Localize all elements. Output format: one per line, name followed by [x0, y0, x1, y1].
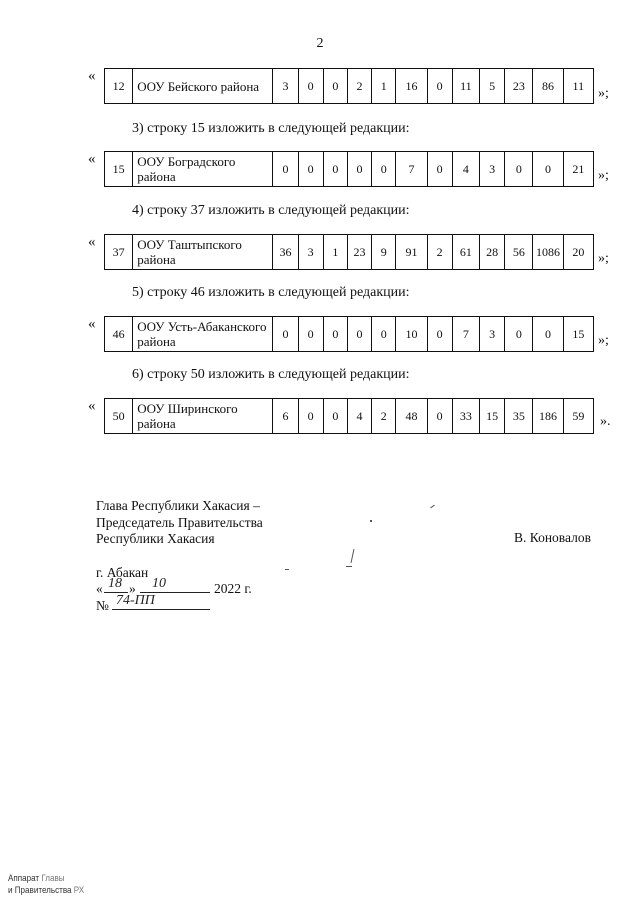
signatory-name: В. Коновалов [514, 530, 591, 545]
value-cell: 0 [505, 152, 533, 187]
org-name-cell: ООУ Боградского района [133, 152, 273, 187]
value-cell: 0 [273, 152, 298, 187]
row-number-cell: 15 [105, 152, 133, 187]
value-cell: 0 [273, 317, 298, 352]
number-line [112, 609, 210, 610]
value-cell: 3 [480, 317, 505, 352]
signature-mark [430, 505, 435, 509]
quote-close: »; [598, 168, 609, 183]
value-cell: 2 [427, 235, 452, 270]
value-cell: 0 [323, 399, 347, 434]
row-number-cell: 50 [105, 399, 133, 434]
org-name-cell: ООУ Таштыпского района [133, 235, 273, 270]
value-cell: 28 [480, 235, 505, 270]
row-number-cell: 12 [105, 69, 133, 104]
signatory-title-line2: Председатель Правительства [96, 515, 263, 530]
amendment-instruction: 6) строку 50 изложить в следующей редакции: [132, 367, 410, 382]
table-row [104, 234, 594, 270]
value-cell: 2 [347, 69, 371, 104]
signature-mark [370, 520, 372, 522]
value-cell: 15 [563, 317, 593, 352]
value-cell: 0 [505, 317, 533, 352]
value-cell: 15 [480, 399, 505, 434]
value-cell: 59 [563, 399, 593, 434]
place: г. Абакан [96, 565, 149, 580]
value-cell: 33 [452, 399, 479, 434]
value-cell: 16 [396, 69, 427, 104]
value-cell: 9 [372, 235, 396, 270]
value-cell: 1 [323, 235, 347, 270]
number-label: № [96, 598, 109, 613]
value-cell: 0 [427, 69, 452, 104]
stamp-text: и Правительства [8, 885, 72, 896]
stamp-text: Аппарат [8, 873, 40, 884]
value-cell: 0 [347, 152, 371, 187]
quote-close: »; [598, 251, 609, 266]
value-cell: 7 [452, 317, 479, 352]
signature-mark [351, 549, 355, 563]
value-cell: 0 [533, 317, 563, 352]
value-cell: 10 [396, 317, 427, 352]
value-cell: 0 [298, 317, 323, 352]
quote-open: « [88, 151, 96, 167]
value-cell: 0 [323, 152, 347, 187]
value-cell: 36 [273, 235, 298, 270]
date-month: 10 [152, 576, 166, 591]
value-cell: 21 [563, 152, 593, 187]
value-cell: 11 [452, 69, 479, 104]
value-cell: 0 [427, 317, 452, 352]
quote-open: « [88, 398, 96, 414]
value-cell: 3 [298, 235, 323, 270]
value-cell: 0 [323, 69, 347, 104]
org-name-cell: ООУ Бейского района [133, 69, 273, 104]
value-cell: 61 [452, 235, 479, 270]
page-number: 2 [316, 36, 324, 51]
value-cell: 3 [480, 152, 505, 187]
value-cell: 23 [347, 235, 371, 270]
value-cell: 0 [298, 69, 323, 104]
table-row [104, 398, 594, 434]
amendment-instruction: 4) строку 37 изложить в следующей редакции: [132, 203, 410, 218]
value-cell: 20 [563, 235, 593, 270]
value-cell: 56 [505, 235, 533, 270]
quote-open: « [88, 68, 96, 84]
value-cell: 11 [563, 69, 593, 104]
signatory-title-line1: Глава Республики Хакасия – [96, 498, 260, 513]
signature-mark [285, 569, 289, 570]
signatory-title-line3: Республики Хакасия [96, 531, 215, 546]
value-cell: 0 [372, 152, 396, 187]
amendment-instruction: 3) строку 15 изложить в следующей редакции: [132, 121, 410, 136]
value-cell: 3 [273, 69, 298, 104]
org-name-cell: ООУ Ширинского района [133, 399, 273, 434]
date-open-quote: « [96, 581, 103, 596]
table-row [104, 316, 594, 352]
value-cell: 35 [505, 399, 533, 434]
value-cell: 4 [347, 399, 371, 434]
value-cell: 0 [298, 399, 323, 434]
number-value: 74-ПП [116, 593, 155, 608]
quote-close: ». [600, 414, 611, 429]
stamp-text: Главы [41, 873, 65, 884]
stamp-text: РХ [73, 885, 85, 896]
value-cell: 4 [452, 152, 479, 187]
quote-close: »; [598, 86, 609, 101]
date-close-quote: » [129, 581, 136, 596]
office-stamp-line2 [8, 885, 84, 897]
value-cell: 0 [533, 152, 563, 187]
quote-open: « [88, 316, 96, 332]
value-cell: 0 [298, 152, 323, 187]
row-number-cell: 37 [105, 235, 133, 270]
date-day: 18 [108, 576, 122, 591]
signature-mark [346, 566, 352, 567]
value-cell: 48 [396, 399, 427, 434]
value-cell: 23 [505, 69, 533, 104]
org-name-cell: ООУ Усть-Абаканского района [133, 317, 273, 352]
value-cell: 5 [480, 69, 505, 104]
office-stamp-line1 [8, 873, 65, 885]
value-cell: 7 [396, 152, 427, 187]
quote-open: « [88, 234, 96, 250]
value-cell: 186 [533, 399, 563, 434]
value-cell: 0 [427, 399, 452, 434]
value-cell: 0 [323, 317, 347, 352]
value-cell: 0 [427, 152, 452, 187]
row-number-cell: 46 [105, 317, 133, 352]
value-cell: 1 [372, 69, 396, 104]
table-row [104, 151, 594, 187]
quote-close: »; [598, 333, 609, 348]
value-cell: 1086 [533, 235, 563, 270]
value-cell: 86 [533, 69, 563, 104]
value-cell: 0 [347, 317, 371, 352]
value-cell: 91 [396, 235, 427, 270]
value-cell: 0 [372, 317, 396, 352]
value-cell: 2 [372, 399, 396, 434]
table-row [104, 68, 594, 104]
date-year: 2022 г. [214, 581, 252, 596]
amendment-instruction: 5) строку 46 изложить в следующей редакции: [132, 285, 410, 300]
value-cell: 6 [273, 399, 298, 434]
